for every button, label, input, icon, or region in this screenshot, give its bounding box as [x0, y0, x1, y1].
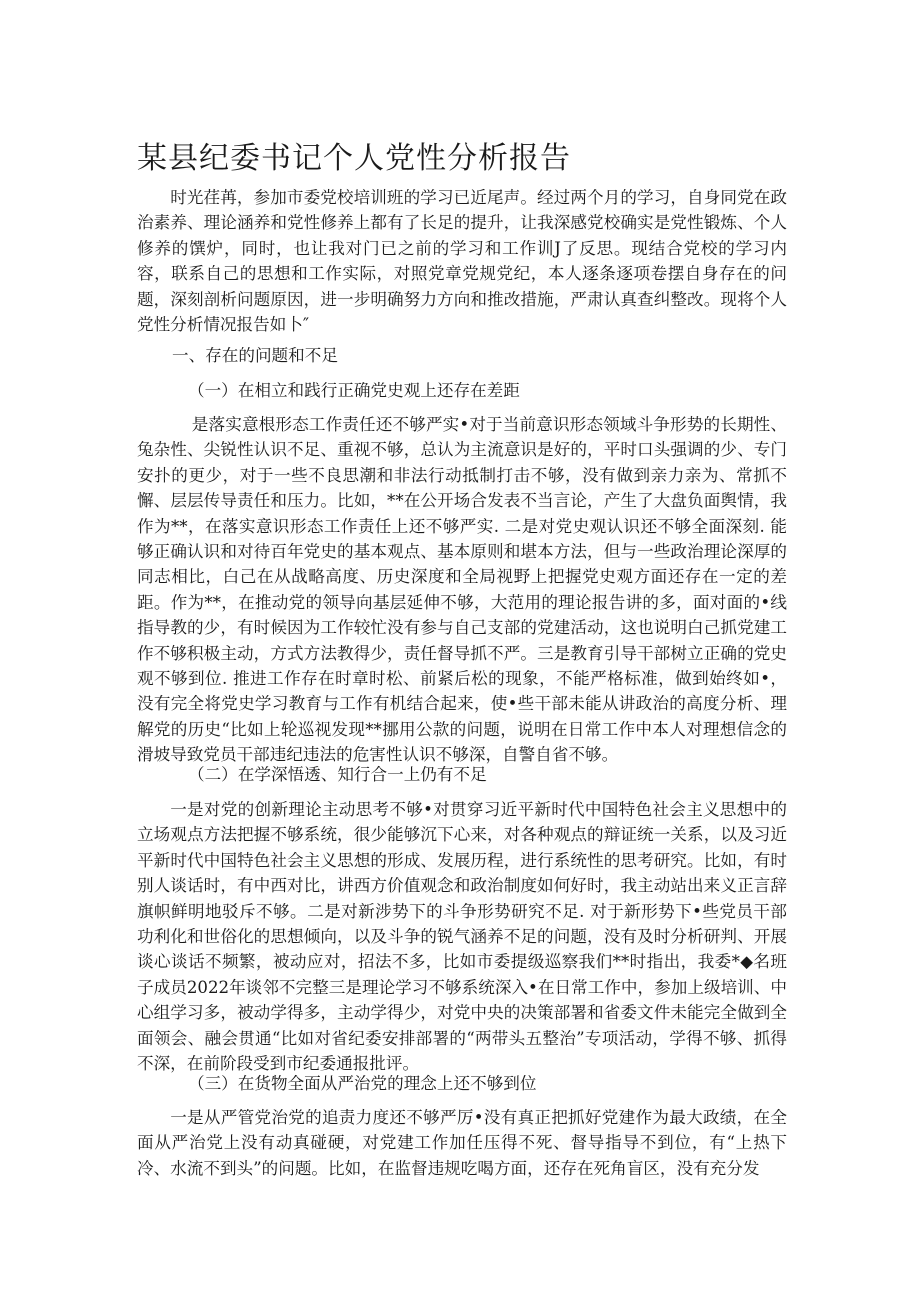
subsection-heading-1: （一）在相立和践行正确党史观上还存在差距	[188, 381, 520, 400]
subsection-1-body: 是落实意根形态工作责任还不够严实•对于当前意识形态领域斗争形势的长期性、兔杂性、尖锐性认识不足、重视不够，总认为主流意识是好的，平时口头强调的少、专门安扑的更少，对于一些不良思潮和非法行动抵制打击不够，没有做到亲力亲为、常抓不懈、层层传导责任和压力。比如，**在公开场合发表不当言论，产生了大盘负面舆情，我作为**，在落实意识形态工作责任上还不够严实. 二是对党史观认识还不够全面深刻. 能够正确认识和对待百年党史的基本观点、基本原则和堪本方法，但与一些政治理论深厚的同志相比，白己在从战略高度、历史深度和全局视野上把握党史观方面还存在一定的差距。作为**，在推动党的领导向基层延伸不够，大范用的理论报告讲的多，面对面的•线指导教的少，有时候因为工作较忙没有参与自己支部的党建活动，这也说明白己抓党建工作不够积极主动，方式方法教得少，责任督导抓不严。三是教育引导干部树立正确的党史观不够到位. 推进工作存在时章时松、前紧后松的现象，不能严格标准，做到始终如•，没有完全将党史学习教育与工作有机结合起来，使•些干部未能从讲政治的高度分析、理解党的历史“比如上轮巡视发现**挪用公款的问题，说明在日常工作中本人对理想信念的滑坡导致党员干部违纪违法的危害性认识不够深，自警自省不够。	[137, 415, 787, 765]
intro-paragraph: 时光荏苒，参加市委党校培训班的学习已近尾声。经过两个月的学习，自身同党在政治素养、理论涵养和党性修养上都有了长足的提升，让我深感党校确实是党性锻炼、个人修养的馔炉，同时，也让我对门已之前的学习和工作训J了反思。现结合党校的学习内容，联系自己的思想和工作实际，对照党章党规党纪，本人逐条逐项卷摆自身存在的问题，深刻剖析问题原因，进一步明确努力方向和推改措施，严肃认真查纠整改。现将个人党性分析情况报告如卜″	[137, 188, 787, 335]
subsection-heading-3: （三）在货物全面从严治党的理念上还不够到位	[188, 1074, 537, 1093]
section-heading-problems: 一、存在的问题和不足	[172, 346, 338, 365]
subsection-3-body: 一是从严管党治党的追责力度还不够严厉•没有真正把抓好党建作为最大政绩，在全面从严治党上没有动真碰硬，对党建工作加任压得不死、督导指导不到位，有“上热下冷、水流不到头”的问题。比如，在监督违规吃喝方面，还存在死角盲区，没有充分发	[137, 1108, 787, 1178]
subsection-2-body: 一是对党的创新理论主动思考不够•对贯穿习近平新时代中国特色社会主义思想中的立场观点方法把握不够系统，很少能够沉下心来，对各种观点的辩证统一关系，以及习近平新时代中国特色社会主义思想的形成、发展历程，进行系统性的思考研究。比如，有时别人谈话时，有中西对比，讲西方价值观念和政治制度如何好时，我主动站出来义正言辞旗帜鲜明地驳斥不够。二是对新涉势下的斗争形势研究不足. 对于新形势下•些党员干部功利化和世俗化的思想倾向，以及斗争的锐气涵养不足的问题，没有及时分析研判、开展谈心谈话不频繁，被动应对，招法不多，比如市委提级巡察我们**时指出，我委*◆名班子成员2022年谈邻不完整三是理论学习不够系统深入•在日常工作中，参加上级培训、中心组学习多，被动学得多，主动学得少，对党中央的决策部署和省委文件未能完全做到全面领会、融会贯通“比如对省纪委安排部署的“两带头五整治”专项活动，学得不够、抓得不深，在前阶段受到市纪委通报批评。	[137, 800, 787, 1074]
document-title: 某县纪委书记个人党性分析报告	[137, 141, 571, 176]
subsection-heading-2: （二）在学深悟透、知行合一上仍有不足	[188, 765, 487, 784]
